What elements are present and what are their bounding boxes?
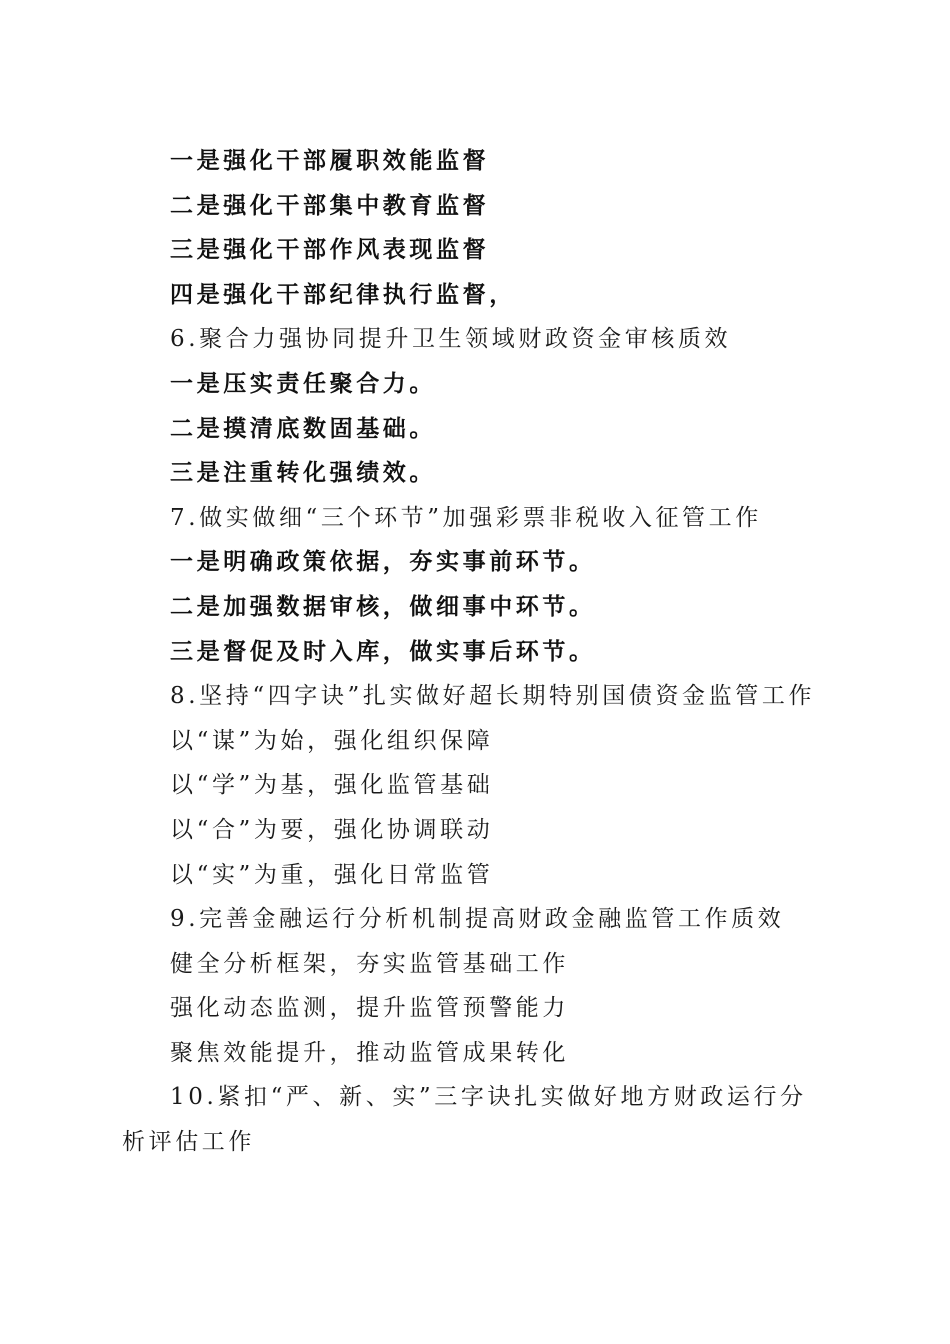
text-line: 聚焦效能提升，推动监管成果转化: [170, 1039, 569, 1066]
text-line: 三是注重转化强绩效。: [170, 459, 436, 487]
text-line: 健全分析框架，夯实监管基础工作: [170, 950, 569, 977]
text-line: 一是压实责任聚合力。: [170, 369, 436, 397]
text-line: 以“合”为要，强化协调联动: [170, 816, 494, 843]
section-heading: 8.坚持“四字诀”扎实做好超长期特别国债资金监管工作: [170, 683, 816, 710]
text-line: 三是强化干部作风表现监督: [170, 236, 490, 264]
text-line: 强化动态监测，提升监管预警能力: [170, 995, 569, 1022]
text-line: 以“谋”为始，强化组织保障: [170, 727, 494, 754]
text-line: 一是明确政策依据，夯实事前环节。: [170, 548, 596, 576]
section-heading: 7.做实做细“三个环节”加强彩票非税收入征管工作: [170, 504, 762, 531]
section-heading: 6.聚合力强协同提升卫生领域财政资金审核质效: [170, 326, 732, 353]
text-line: 三是督促及时入库，做实事后环节。: [170, 637, 596, 665]
document-body: [122, 139, 832, 1165]
text-line: 二是摸清底数固基础。: [170, 414, 436, 442]
text-line: 以“实”为重，强化日常监管: [170, 861, 494, 888]
text-line: 以“学”为基，强化监管基础: [170, 772, 494, 799]
text-line: 一是强化干部履职效能监督: [170, 147, 490, 174]
section-heading-10: 10.紧扣“严、新、实”三字诀扎实做好地方财政运行分析评估工作: [122, 1084, 807, 1156]
section-heading: 9.完善金融运行分析机制提高财政金融监管工作质效: [170, 906, 785, 933]
text-line: 二是加强数据审核，做细事中环节。: [170, 592, 596, 620]
text-line: 二是强化干部集中教育监督: [170, 191, 490, 219]
text-line: 四是强化干部纪律执行监督，: [170, 280, 516, 308]
